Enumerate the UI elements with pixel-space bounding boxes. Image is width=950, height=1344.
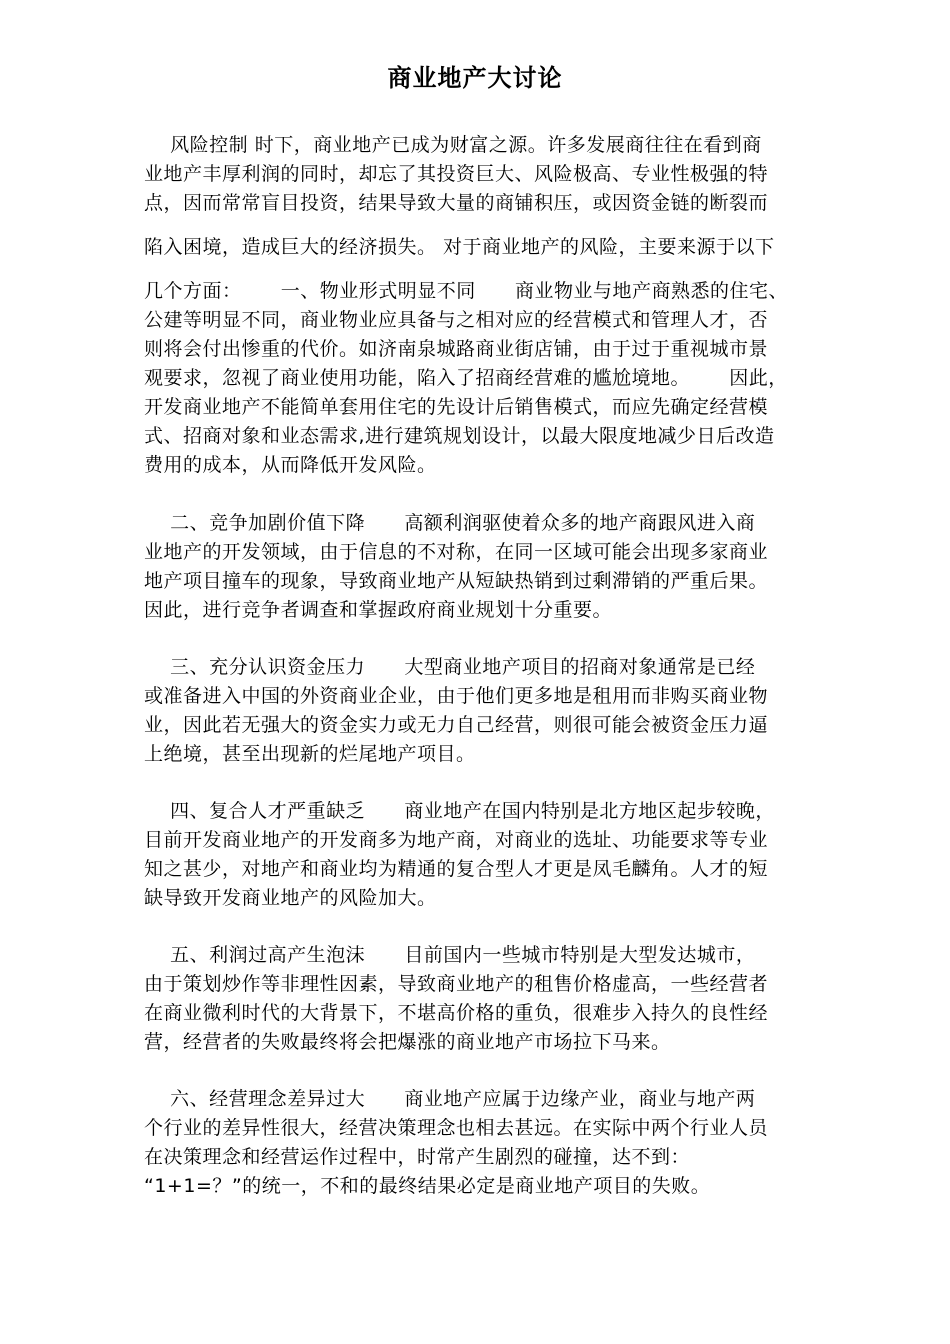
text-line: 由于策划炒作等非理性因素，导致商业地产的租售价格虚高，一些经营者 <box>144 973 769 995</box>
text-line: 业，因此若无强大的资金实力或无力自己经营，则很可能会被资金压力逼 <box>144 714 769 736</box>
text-line: 个行业的差异性很大，经营决策理念也相去甚远。在实际中两个行业人员 <box>144 1117 769 1139</box>
text-line: 在决策理念和经营运作过程中，时常产生剧烈的碰撞，达不到： <box>144 1146 691 1168</box>
text-line: 式、招商对象和业态需求,进行建筑规划设计，以最大限度地减少日后改造 <box>144 425 775 447</box>
text-line: 三、充分认识资金压力 大型商业地产项目的招商对象通常是已经 <box>144 656 756 678</box>
text-line: 知之甚少，对地产和商业均为精通的复合型人才更是凤毛麟角。人才的短 <box>144 858 769 880</box>
text-line: 则将会付出惨重的代价。如济南泉城路商业街店铺，由于过于重视城市景 <box>144 338 769 360</box>
text-line: “1+1=？”的统一，不和的最终结果必定是商业地产项目的失败。 <box>144 1175 711 1197</box>
document-title: 商业地产大讨论 <box>387 64 563 92</box>
text-line: 陷入困境，造成巨大的经济损失。 对于商业地产的风险，主要来源于以下 <box>144 236 775 258</box>
text-line: 费用的成本，从而降低开发风险。 <box>144 454 437 476</box>
text-line: 观要求，忽视了商业使用功能，陷入了招商经营难的尴尬境地。 因此， <box>144 367 788 389</box>
text-line: 几个方面： 一、物业形式明显不同 商业物业与地产商熟悉的住宅、 <box>144 280 788 302</box>
text-line: 公建等明显不同，商业物业应具备与之相对应的经营模式和管理人才，否 <box>144 309 769 331</box>
text-line: 五、利润过高产生泡沫 目前国内一些城市特别是大型发达城市， <box>144 944 756 966</box>
text-line: 风险控制 时下，商业地产已成为财富之源。许多发展商往往在看到商 <box>144 134 762 156</box>
text-line: 业地产的开发领域，由于信息的不对称，在同一区域可能会出现多家商业 <box>144 541 769 563</box>
text-line: 业地产丰厚利润的同时，却忘了其投资巨大、风险极高、专业性极强的特 <box>144 163 769 185</box>
text-line: 开发商业地产不能简单套用住宅的先设计后销售模式，而应先确定经营模 <box>144 396 769 418</box>
text-line: 缺导致开发商业地产的风险加大。 <box>144 887 437 909</box>
text-line: 上绝境，甚至出现新的烂尾地产项目。 <box>144 743 476 765</box>
text-line: 营，经营者的失败最终将会把爆涨的商业地产市场拉下马来。 <box>144 1031 671 1053</box>
text-line: 在商业微利时代的大背景下，不堪高价格的重负，很难步入持久的良性经 <box>144 1002 769 1024</box>
text-line: 四、复合人才严重缺乏 商业地产在国内特别是北方地区起步较晚， <box>144 800 775 822</box>
text-line: 二、竞争加剧价值下降 高额利润驱使着众多的地产商跟风进入商 <box>144 512 756 534</box>
text-line: 目前开发商业地产的开发商多为地产商，对商业的选址、功能要求等专业 <box>144 829 769 851</box>
text-line: 地产项目撞车的现象，导致商业地产从短缺热销到过剩滞销的严重后果。 <box>144 570 769 592</box>
text-line: 或准备进入中国的外资商业企业，由于他们更多地是租用而非购买商业物 <box>144 685 769 707</box>
text-line: 点，因而常常盲目投资，结果导致大量的商铺积压，或因资金链的断裂而 <box>144 192 769 214</box>
text-line: 因此，进行竞争者调查和掌握政府商业规划十分重要。 <box>144 599 613 621</box>
text-line: 六、经营理念差异过大 商业地产应属于边缘产业，商业与地产两 <box>144 1088 756 1110</box>
